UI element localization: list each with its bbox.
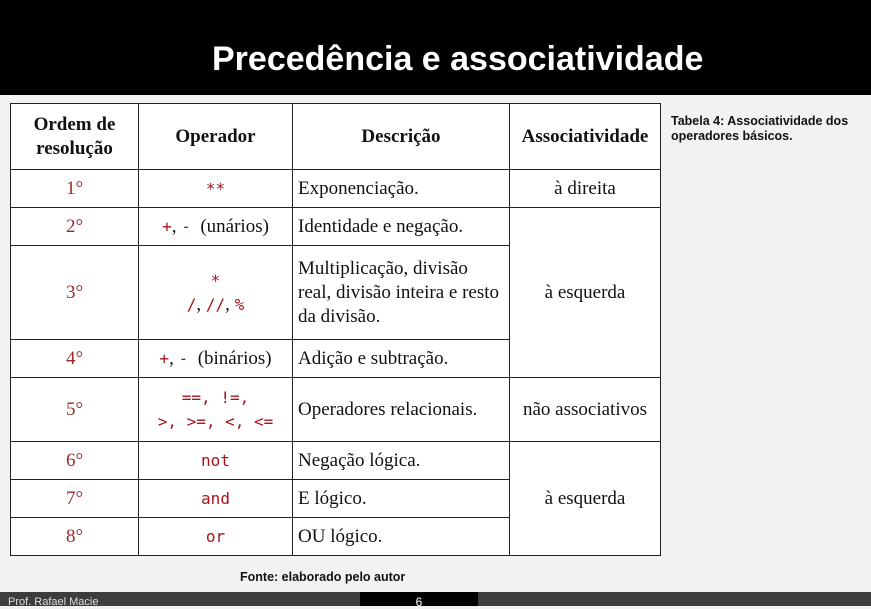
description-cell: E lógico.: [293, 480, 510, 518]
operator-cell: [139, 518, 293, 556]
table-row: [11, 208, 661, 246]
description-cell: Exponenciação.: [293, 170, 510, 208]
order-cell: 7°: [11, 480, 139, 518]
description-cell: Operadores relacionais.: [293, 378, 510, 442]
operator-note: (binários): [197, 347, 272, 369]
header-description: Descrição: [293, 104, 510, 170]
table-row: [11, 378, 661, 442]
operator-note: (unários): [200, 215, 269, 237]
operator-cell: [139, 170, 293, 208]
associativity-cell: não associativos: [510, 378, 661, 442]
order-cell: 1°: [11, 170, 139, 208]
associativity-cell: à direita: [510, 170, 661, 208]
operator-code: -: [181, 216, 191, 236]
order-cell: 8°: [11, 518, 139, 556]
associativity-cell: à esquerda: [510, 442, 661, 556]
table-row: [11, 170, 661, 208]
order-cell: 4°: [11, 340, 139, 378]
operator-code: %: [234, 294, 245, 314]
order-cell: 3°: [11, 246, 139, 340]
header-operator: Operador: [139, 104, 293, 170]
page-number: 6: [360, 592, 478, 606]
header-associativity: Associatividade: [510, 104, 661, 170]
associativity-cell: à esquerda: [510, 208, 661, 378]
order-cell: 6°: [11, 442, 139, 480]
operator-code: >, >=, <, <=: [157, 411, 274, 431]
footer-author: Prof. Rafael Macie: [8, 596, 99, 608]
operator-cell: [139, 480, 293, 518]
description-cell: Identidade e negação.: [293, 208, 510, 246]
order-cell: 5°: [11, 378, 139, 442]
header-order: Ordem de resolução: [11, 104, 139, 170]
table-row: [11, 442, 661, 480]
order-cell: 2°: [11, 208, 139, 246]
operator-code: +: [162, 216, 172, 236]
table-caption: Tabela 4: Associatividade dos operadores básicos.: [671, 114, 849, 143]
operator-code: **: [205, 178, 226, 198]
slide-title: Precedência e associatividade: [212, 40, 704, 78]
operators-table: [10, 103, 661, 556]
slide-footer: [0, 592, 871, 606]
description-cell: OU lógico.: [293, 518, 510, 556]
operator-code: ==, !=,: [181, 387, 250, 407]
operator-code: +: [159, 348, 170, 368]
operator-cell: [139, 442, 293, 480]
operator-code: or: [205, 526, 226, 546]
slide-header: [0, 0, 871, 95]
operator-code: /: [186, 294, 197, 314]
table-header-row: [11, 104, 661, 170]
operator-code: not: [201, 450, 230, 470]
operator-cell: * /, //, %: [139, 246, 293, 340]
operator-code: -: [178, 348, 189, 368]
description-cell: Multiplicação, divisão real, divisão inteira e resto da divisão.: [293, 246, 510, 340]
operator-cell: +, - (unários): [139, 208, 293, 246]
operator-cell: [139, 378, 293, 442]
description-cell: Adição e subtração.: [293, 340, 510, 378]
table-source: Fonte: elaborado pelo autor: [240, 570, 406, 584]
operator-code: and: [201, 488, 230, 508]
description-cell: Negação lógica.: [293, 442, 510, 480]
operator-code: //: [205, 294, 226, 314]
operator-cell: +, - (binários): [139, 340, 293, 378]
operator-code: *: [210, 270, 221, 290]
